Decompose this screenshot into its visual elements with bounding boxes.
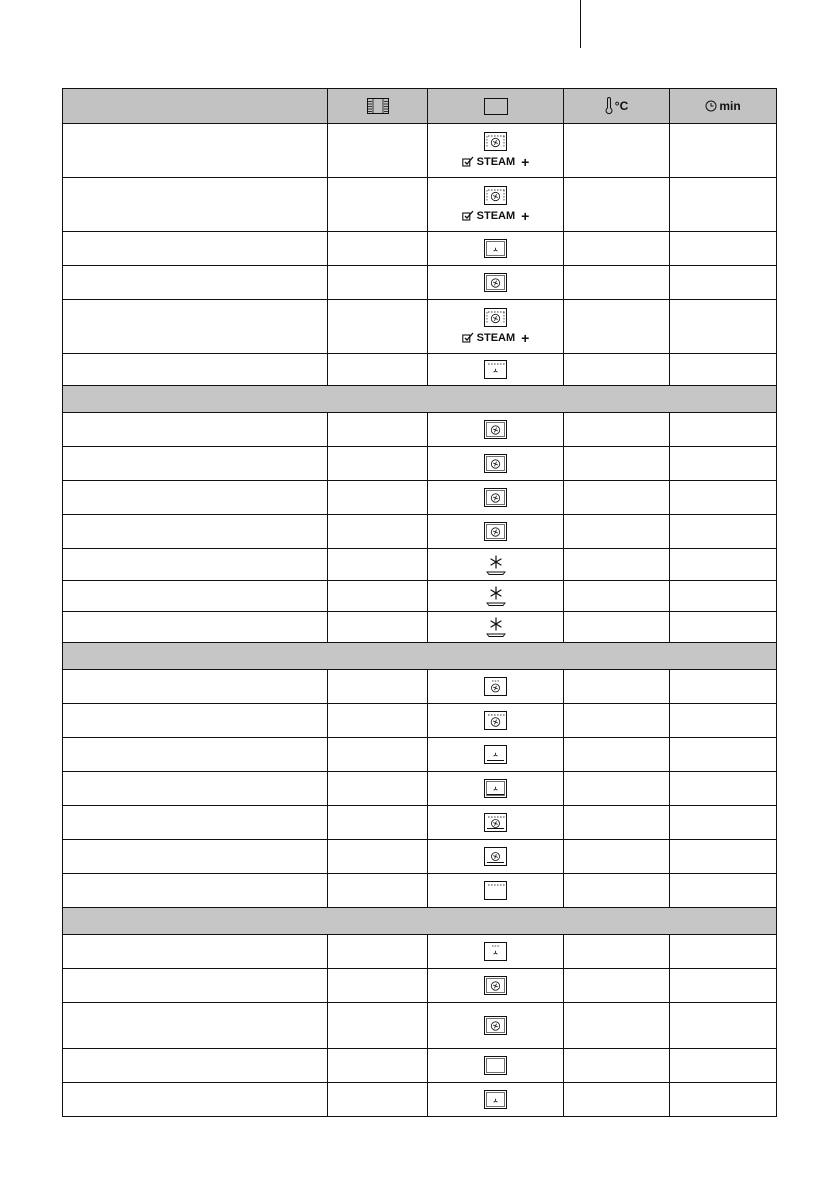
function-cell	[427, 549, 563, 580]
table-row	[62, 874, 777, 908]
defrost-icon	[484, 554, 508, 576]
steam-plus: +	[521, 329, 530, 346]
function-cell	[427, 935, 563, 968]
shelf-cell	[327, 840, 427, 873]
table-header	[62, 89, 777, 124]
fan-ring-icon	[484, 420, 507, 439]
table-row	[62, 515, 777, 549]
grill-fan-ring-bottom-icon	[484, 813, 507, 832]
time-cell	[669, 612, 777, 642]
table-row	[62, 935, 777, 969]
time-cell	[669, 515, 777, 548]
clock-icon	[705, 100, 717, 112]
shelf-cell	[327, 935, 427, 968]
steam-label: STEAM	[476, 331, 516, 344]
table-row	[62, 670, 777, 704]
time-cell	[669, 704, 777, 737]
cooking-table	[62, 88, 777, 1117]
table-row	[62, 354, 777, 386]
temperature-cell	[563, 549, 669, 580]
time-cell	[669, 481, 777, 514]
bottom-fan-line-icon	[484, 745, 507, 764]
bottom-fan-icon	[484, 239, 507, 258]
table-row	[62, 840, 777, 874]
food-cell	[62, 481, 327, 514]
shelf-cell	[327, 413, 427, 446]
shelf-cell	[327, 874, 427, 907]
shelf-cell	[327, 300, 427, 353]
function-cell	[427, 840, 563, 873]
function-cell	[427, 515, 563, 548]
steam-check-icon	[462, 210, 474, 221]
steam-label: STEAM	[476, 209, 516, 222]
shelf-cell	[327, 612, 427, 642]
top-fan-ring-icon	[484, 677, 507, 696]
shelf-cell	[327, 447, 427, 480]
time-cell	[669, 354, 777, 385]
top-small-fan-icon	[484, 942, 507, 961]
bottom-fan-icon	[484, 1090, 507, 1109]
shelf-cell	[327, 178, 427, 231]
shelf-cell	[327, 704, 427, 737]
time-cell	[669, 772, 777, 805]
steam-check-icon	[462, 156, 474, 167]
shelf-cell	[327, 738, 427, 771]
fan-ring-icon	[484, 488, 507, 507]
function-cell	[427, 232, 563, 265]
food-cell	[62, 1049, 327, 1082]
food-cell	[62, 300, 327, 353]
function-cell	[427, 300, 563, 353]
food-cell	[62, 874, 327, 907]
function-cell	[427, 178, 563, 231]
food-cell	[62, 612, 327, 642]
temperature-cell	[563, 178, 669, 231]
time-cell	[669, 738, 777, 771]
time-cell	[669, 874, 777, 907]
function-cell	[427, 670, 563, 703]
food-cell	[62, 1083, 327, 1116]
fan-ring-icon	[484, 976, 507, 995]
temperature-cell	[563, 612, 669, 642]
food-cell	[62, 515, 327, 548]
header-time	[669, 89, 777, 123]
shelf-cell	[327, 581, 427, 611]
table-row	[62, 178, 777, 232]
table-row	[62, 1083, 777, 1117]
table-row	[62, 1049, 777, 1083]
shelf-cell	[327, 1003, 427, 1048]
steam-label: STEAM	[476, 155, 516, 168]
table-row	[62, 704, 777, 738]
shelf-cell	[327, 354, 427, 385]
steam-plus-badge	[462, 154, 530, 170]
table-row	[62, 266, 777, 300]
time-cell	[669, 413, 777, 446]
shelf-cell	[327, 969, 427, 1002]
temperature-cell	[563, 447, 669, 480]
grill-fan-ring-icon	[484, 711, 507, 730]
function-cell	[427, 874, 563, 907]
oven-function-icon	[484, 98, 508, 115]
time-cell	[669, 1003, 777, 1048]
temperature-cell	[563, 124, 669, 177]
temperature-unit: °C	[614, 99, 629, 113]
shelf-cell	[327, 1049, 427, 1082]
steam-plus: +	[521, 207, 530, 224]
function-cell	[427, 969, 563, 1002]
fan-ring-bottom-icon	[484, 847, 507, 866]
table-row	[62, 124, 777, 178]
function-cell	[427, 704, 563, 737]
shelf-level-icon	[367, 98, 389, 114]
shelf-cell	[327, 124, 427, 177]
table-row	[62, 447, 777, 481]
time-cell	[669, 549, 777, 580]
fan-ring-icon	[484, 1016, 507, 1035]
grill-only-icon	[484, 881, 507, 900]
time-cell	[669, 178, 777, 231]
temperature-cell	[563, 704, 669, 737]
function-cell	[427, 124, 563, 177]
time-cell	[669, 124, 777, 177]
shelf-cell	[327, 670, 427, 703]
food-cell	[62, 354, 327, 385]
fan-ring-icon	[484, 522, 507, 541]
steam-fan-grill-icon	[484, 308, 507, 327]
steam-plus-badge	[462, 208, 530, 224]
food-cell	[62, 1003, 327, 1048]
temperature-cell	[563, 266, 669, 299]
temperature-cell	[563, 354, 669, 385]
time-cell	[669, 1049, 777, 1082]
time-cell	[669, 969, 777, 1002]
page-top-rule	[580, 0, 581, 48]
food-cell	[62, 447, 327, 480]
shelf-cell	[327, 232, 427, 265]
table-row	[62, 232, 777, 266]
table-row	[62, 1003, 777, 1049]
section-header-row	[62, 643, 777, 670]
food-cell	[62, 670, 327, 703]
function-cell	[427, 612, 563, 642]
temperature-cell	[563, 515, 669, 548]
table-row	[62, 481, 777, 515]
fan-ring-icon	[484, 454, 507, 473]
function-cell	[427, 266, 563, 299]
temperature-cell	[563, 1083, 669, 1116]
time-cell	[669, 266, 777, 299]
temperature-cell	[563, 935, 669, 968]
header-food	[62, 89, 327, 123]
shelf-cell	[327, 772, 427, 805]
food-cell	[62, 549, 327, 580]
time-unit: min	[719, 99, 741, 113]
steam-fan-grill-icon	[484, 186, 507, 205]
table-row	[62, 300, 777, 354]
section-header-row	[62, 386, 777, 413]
table-row	[62, 549, 777, 581]
steam-fan-grill-icon	[484, 132, 507, 151]
time-cell	[669, 232, 777, 265]
food-cell	[62, 266, 327, 299]
food-cell	[62, 738, 327, 771]
function-cell	[427, 581, 563, 611]
time-cell	[669, 300, 777, 353]
steam-plus: +	[521, 153, 530, 170]
table-row	[62, 806, 777, 840]
time-cell	[669, 670, 777, 703]
function-cell	[427, 354, 563, 385]
food-cell	[62, 969, 327, 1002]
temperature-cell	[563, 969, 669, 1002]
shelf-cell	[327, 515, 427, 548]
temperature-cell	[563, 738, 669, 771]
temperature-cell	[563, 413, 669, 446]
thermometer-icon	[605, 97, 613, 115]
food-cell	[62, 413, 327, 446]
function-cell	[427, 447, 563, 480]
food-cell	[62, 704, 327, 737]
function-cell	[427, 1049, 563, 1082]
header-shelf	[327, 89, 427, 123]
temperature-cell	[563, 232, 669, 265]
temperature-cell	[563, 806, 669, 839]
food-cell	[62, 840, 327, 873]
function-cell	[427, 806, 563, 839]
header-function	[427, 89, 563, 123]
defrost-icon	[484, 585, 508, 607]
temperature-cell	[563, 1003, 669, 1048]
temperature-cell	[563, 581, 669, 611]
temperature-cell	[563, 772, 669, 805]
table-row	[62, 612, 777, 643]
food-cell	[62, 935, 327, 968]
bottom-heat-fan-icon	[484, 779, 507, 798]
steam-check-icon	[462, 332, 474, 343]
food-cell	[62, 806, 327, 839]
function-cell	[427, 1003, 563, 1048]
function-cell	[427, 772, 563, 805]
time-cell	[669, 840, 777, 873]
time-cell	[669, 447, 777, 480]
function-cell	[427, 481, 563, 514]
food-cell	[62, 124, 327, 177]
temperature-cell	[563, 670, 669, 703]
table-row	[62, 581, 777, 612]
table-row	[62, 969, 777, 1003]
food-cell	[62, 232, 327, 265]
function-cell	[427, 1083, 563, 1116]
shelf-cell	[327, 549, 427, 580]
defrost-icon	[484, 616, 508, 638]
time-cell	[669, 935, 777, 968]
time-cell	[669, 806, 777, 839]
temperature-cell	[563, 1049, 669, 1082]
empty-oven-icon	[484, 1056, 507, 1075]
shelf-cell	[327, 266, 427, 299]
temperature-cell	[563, 874, 669, 907]
shelf-cell	[327, 1083, 427, 1116]
header-temperature	[563, 89, 669, 123]
function-cell	[427, 413, 563, 446]
section-header-row	[62, 908, 777, 935]
food-cell	[62, 772, 327, 805]
table-row	[62, 772, 777, 806]
table-row	[62, 738, 777, 772]
food-cell	[62, 581, 327, 611]
fan-ring-icon	[484, 273, 507, 292]
table-row	[62, 413, 777, 447]
temperature-cell	[563, 840, 669, 873]
temperature-cell	[563, 300, 669, 353]
time-cell	[669, 581, 777, 611]
food-cell	[62, 178, 327, 231]
shelf-cell	[327, 806, 427, 839]
steam-plus-badge	[462, 330, 530, 346]
time-cell	[669, 1083, 777, 1116]
function-cell	[427, 738, 563, 771]
top-fan-icon	[484, 360, 507, 379]
shelf-cell	[327, 481, 427, 514]
temperature-cell	[563, 481, 669, 514]
